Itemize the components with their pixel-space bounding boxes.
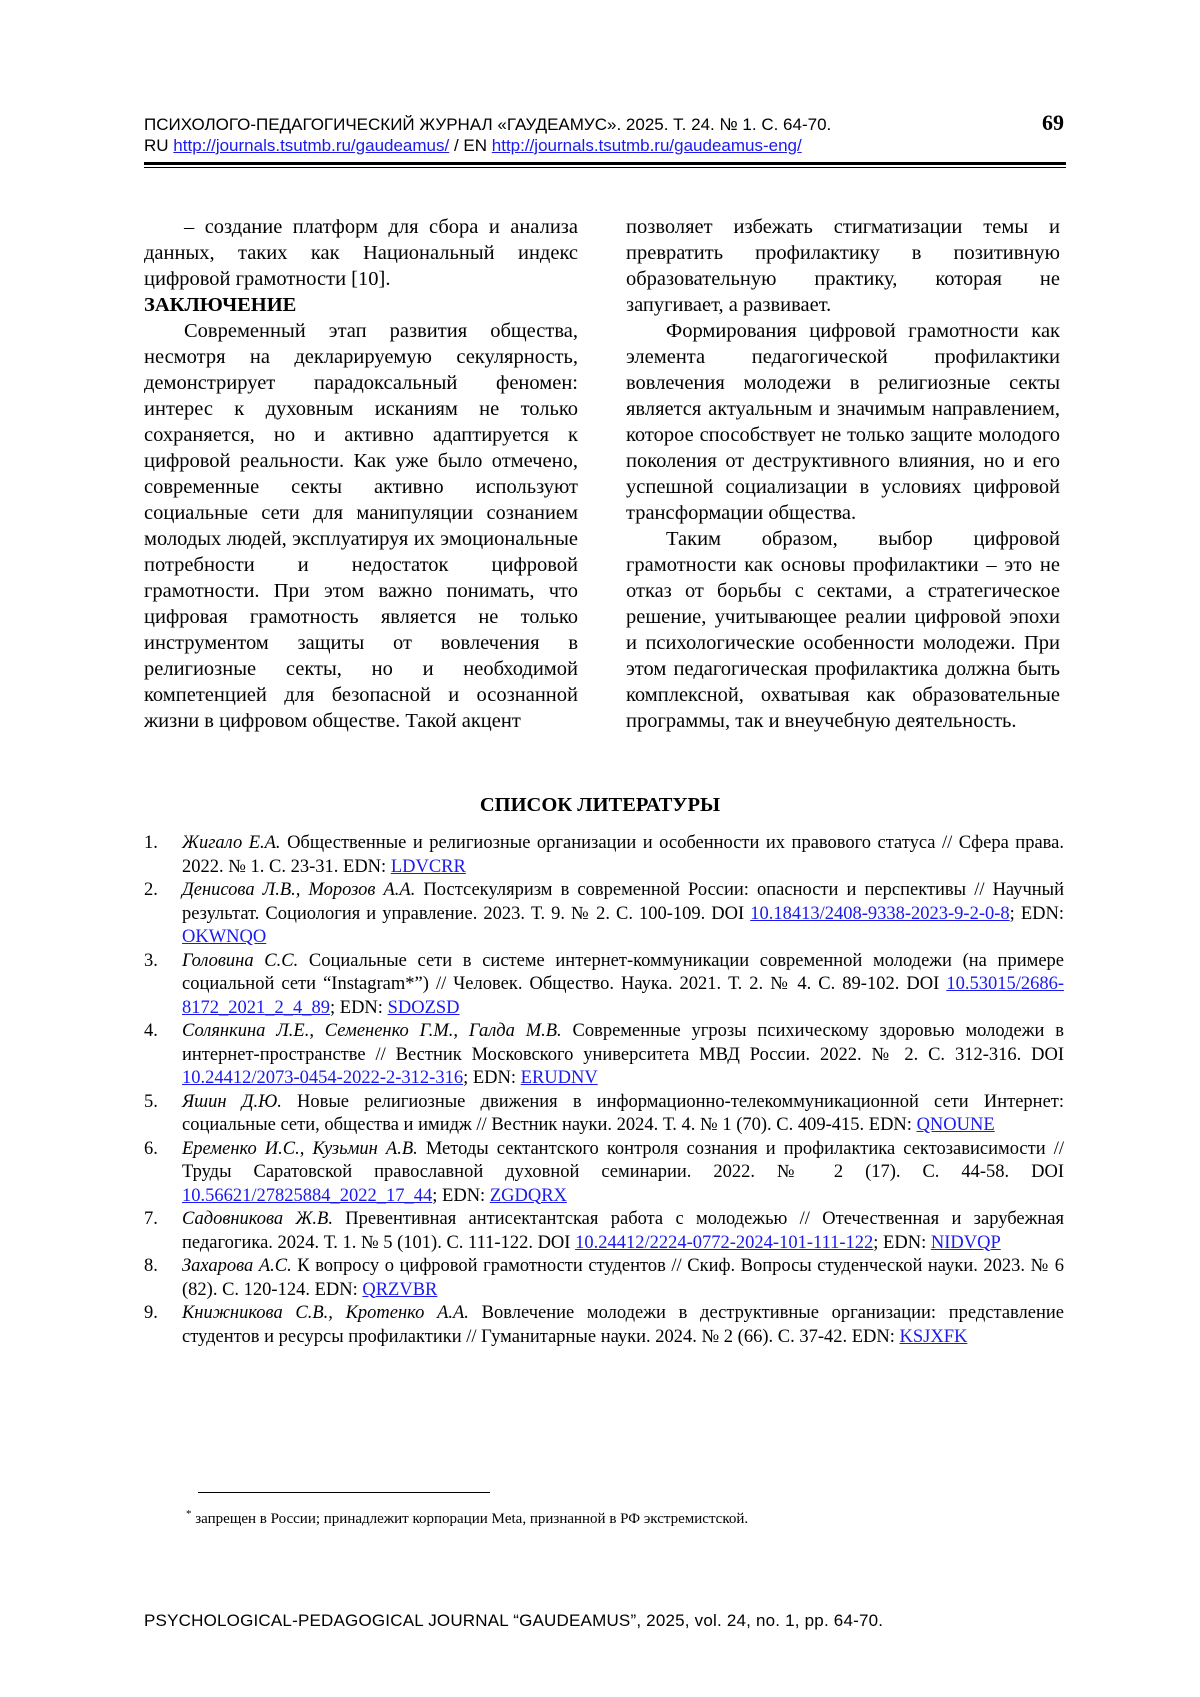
reference-text: Вовлечение молодежи в деструктивные организации: представление студентов и ресурсы профилактики // Гуманитарные науки. 2024. № 2 (66). С. 37-42. EDN: <box>182 1303 1064 1347</box>
reference-separator: ; EDN: <box>873 1232 931 1253</box>
reference-authors: Еременко И.С., Кузьмин А.В. <box>182 1138 418 1159</box>
section-title: ЗАКЛЮЧЕНИЕ <box>144 294 297 316</box>
doi-link[interactable]: 10.56621/27825884_2022_17_44 <box>182 1185 433 1206</box>
running-header <box>144 114 1064 156</box>
reference-text: Современные угрозы психическому здоровью молодежи в интернет-пространстве // Вестник Московского университета МВД России. 2022. № 2. С. 312-316. DOI <box>182 1021 1064 1065</box>
reference-number: 3. <box>144 950 158 971</box>
footnote-marker: * <box>186 1508 192 1520</box>
reference-authors: Яшин Д.Ю. <box>182 1091 282 1112</box>
reference-text: Постсекуляризм в современной России: опасности и перспективы // Научный результат. Социология и управление. 2023. Т. 9. № 2. С. 100-109. DOI <box>182 880 1064 924</box>
reference-number: 6. <box>144 1138 158 1159</box>
footnote-rule <box>198 1492 490 1493</box>
edn-link[interactable]: SDOZSD <box>387 997 460 1018</box>
reference-number: 1. <box>144 833 158 853</box>
reference-separator: ; EDN: <box>463 1068 521 1088</box>
reference-item <box>144 879 1064 950</box>
doi-link[interactable]: 10.24412/2224-0772-2024-101-111-122 <box>575 1232 874 1253</box>
reference-item <box>144 1302 1064 1349</box>
edn-link[interactable]: ERUDNV <box>520 1068 598 1088</box>
journal-urls <box>144 135 1064 156</box>
doi-link[interactable]: 10.18413/2408-9338-2023-9-2-0-8 <box>750 903 1010 924</box>
en-journal-link[interactable]: http://journals.tsutmb.ru/gaudeamus-eng/ <box>491 136 802 155</box>
left-column <box>144 214 578 734</box>
reference-item <box>144 1020 1064 1091</box>
reference-number: 4. <box>144 1021 158 1041</box>
running-footer: PSYCHOLOGICAL-PEDAGOGICAL JOURNAL “GAUDEAMUS”, 2025, vol. 24, no. 1, pp. 64-70. <box>144 1611 884 1630</box>
reference-text: Методы сектантского контроля сознания и профилактика сектозависимости // Труды Саратовской православной духовной семинарии. 2022. № 2 (17). С. 44-58. DOI <box>182 1138 1064 1182</box>
right-column <box>626 214 1060 734</box>
journal-citation: ПСИХОЛОГО-ПЕДАГОГИЧЕСКИЙ ЖУРНАЛ «ГАУДЕАМУС». 2025. Т. 24. № 1. С. 64-70. <box>144 115 832 134</box>
reference-authors: Захарова А.С. <box>182 1256 292 1276</box>
reference-item <box>144 832 1064 879</box>
reference-text: Новые религиозные движения в информационно-телекоммуникационной сети Интернет: социальные сети, общества и имидж // Вестник науки. 2024. Т. 4. № 1 (70). С. 409-415. EDN: <box>182 1091 1065 1135</box>
edn-link[interactable]: KSJXFK <box>899 1326 968 1347</box>
conclusion-paragraph-3: Таким образом, выбор цифровой грамотности как основы профилактики – это не отказ от борьбы с сектами, а стратегическое решение, учитывающее реалии цифровой эпохи и психологические особенности молодежи. При этом педагогическая профилактика должна быть комплексной, охватывая как образовательные программы, так и внеучебную деятельность. <box>626 528 1060 732</box>
reference-authors: Денисова Л.В., Морозов А.А. <box>182 880 416 900</box>
list-item: – создание платформ для сбора и анализа данных, таких как Национальный индекс цифровой грамотности [10]. <box>144 216 578 290</box>
reference-item <box>144 1255 1064 1302</box>
conclusion-paragraph: Современный этап развития общества, несмотря на декларируемую секулярность, демонстрирует парадоксальный феномен: интерес к духовным исканиям не только сохраняется, но и активно адаптируется к цифровой реальности. Как уже было отмечено, современные секты активно используют социальные сети для манипуляции сознанием молодых людей, эксплуатируя их эмоциональные потребности и недостаток цифровой грамотности. При этом важно понимать, что цифровая грамотность является не только инструментом защиты от вовлечения в религиозные секты, но и необходимой компетенцией для безопасной и осознанной жизни в цифровом обществе. Такой акцент <box>144 320 578 732</box>
reference-text: К вопросу о цифровой грамотности студентов // Скиф. Вопросы студенческой науки. 2023. № 6 (82). С. 120-124. EDN: <box>182 1256 1064 1300</box>
footnote <box>186 1504 748 1529</box>
reference-text: Общественные и религиозные организации и особенности их правового статуса // Сфера права. 2022. № 1. С. 23-31. EDN: <box>182 833 1064 877</box>
footnote-text: запрещен в России; принадлежит корпорации Meta, признанной в РФ экстремистской. <box>191 1511 749 1527</box>
reference-authors: Головина С.С. <box>182 950 299 971</box>
reference-number: 8. <box>144 1256 158 1276</box>
reference-separator: ; EDN: <box>1009 903 1064 924</box>
reference-separator: ; EDN: <box>330 997 388 1018</box>
header-rule-thin <box>144 167 1066 168</box>
reference-text: Социальные сети в системе интернет-коммуникации современной молодежи (на примере социальной сети “Instagram*”) // Человек. Общество. Наука. 2021. Т. 2. № 4. С. 89-102. DOI <box>182 950 1064 994</box>
reference-number: 7. <box>144 1209 158 1229</box>
ru-journal-link[interactable]: http://journals.tsutmb.ru/gaudeamus/ <box>173 136 450 155</box>
doi-link[interactable]: 10.24412/2073-0454-2022-2-312-316 <box>182 1068 464 1088</box>
reference-item <box>144 1091 1064 1138</box>
reference-number: 9. <box>144 1303 158 1323</box>
doi-link[interactable]: 10.53015/2686-8172_2021_2_4_89 <box>182 974 1064 1018</box>
continued-paragraph: позволяет избежать стигматизации темы и превратить профилактику в позитивную образовательную практику, которая не запугивает, а развивает. <box>626 216 1060 316</box>
reference-number: 5. <box>144 1091 158 1112</box>
edn-link[interactable]: QNOUNE <box>916 1115 995 1135</box>
ru-label: RU <box>144 136 169 155</box>
reference-text: Превентивная антисектантская работа с молодежью // Отечественная и зарубежная педагогика. 2024. Т. 1. № 5 (101). С. 111-122. DOI <box>182 1209 1064 1253</box>
reference-number: 2. <box>144 880 158 900</box>
edn-link[interactable]: LDVCRR <box>390 856 466 877</box>
edn-link[interactable]: OKWNQO <box>182 927 267 947</box>
reference-list <box>144 832 1064 1349</box>
conclusion-paragraph-2: Формирования цифровой грамотности как элемента педагогической профилактики вовлечения молодежи в религиозные секты является актуальным и значимым направлением, которое способствует не только защите молодого поколения от деструктивного влияния, но и его успешной социализации в условиях цифровой трансформации общества. <box>626 320 1060 524</box>
references-title: СПИСОК ЛИТЕРАТУРЫ <box>479 794 721 816</box>
en-label: / EN <box>449 136 488 155</box>
reference-item <box>144 1208 1064 1255</box>
reference-authors: Книжникова С.В., Кротенко А.А. <box>182 1303 469 1323</box>
edn-link[interactable]: ZGDQRX <box>489 1185 567 1206</box>
reference-item <box>144 950 1064 1021</box>
reference-authors: Садовникова Ж.В. <box>182 1209 333 1229</box>
header-rule-thick <box>144 162 1066 165</box>
page-number: 69 <box>1042 110 1064 135</box>
reference-authors: Солянкина Л.Е., Семененко Г.М., Галда М.В. <box>182 1021 562 1041</box>
reference-separator: ; EDN: <box>432 1185 490 1206</box>
reference-authors: Жигало Е.А. <box>182 833 281 853</box>
edn-link[interactable]: QRZVBR <box>362 1279 438 1300</box>
reference-item <box>144 1138 1064 1209</box>
edn-link[interactable]: NIDVQP <box>930 1232 1001 1253</box>
